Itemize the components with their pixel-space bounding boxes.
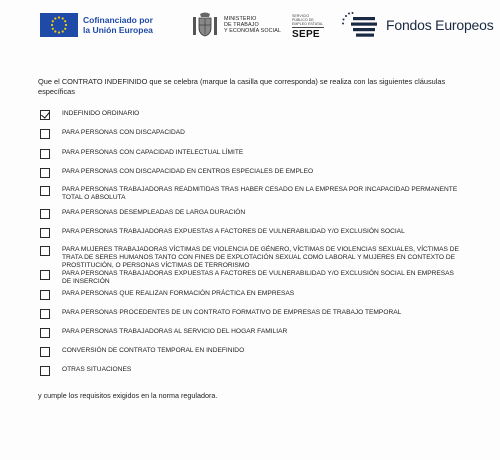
- ministry-line3: Y ECONOMÍA SOCIAL: [224, 28, 282, 35]
- clause-label: PARA PERSONAS TRABAJADORAS AL SERVICIO DEL HOGAR FAMILIAR: [62, 328, 288, 335]
- clause-label: INDEFINIDO ORDINARIO: [62, 110, 140, 117]
- ministry-line2: DE TRABAJO: [224, 21, 259, 28]
- eu-text-line2: la Unión Europea: [83, 25, 153, 35]
- clause-checkbox[interactable]: [40, 228, 50, 238]
- intro-text: Que el CONTRATO INDEFINIDO que se celebra (marque la casilla que corresponda) se realiza con las siguientes cláusulas específicas: [38, 77, 446, 96]
- clause-option: [40, 110, 140, 120]
- clause-label: CONVERSIÓN DE CONTRATO TEMPORAL EN INDEFINIDO: [62, 347, 245, 354]
- footer-text: y cumple los requisitos exigidos en la norma reguladora.: [38, 391, 218, 400]
- clause-checkbox[interactable]: [40, 366, 50, 376]
- clause-label: OTRAS SITUACIONES: [62, 366, 132, 373]
- clause-checkbox[interactable]: [40, 209, 50, 219]
- clause-label: PARA PERSONAS CON CAPACIDAD INTELECTUAL LÍMITE: [62, 149, 244, 156]
- clause-label: PARA PERSONAS DESEMPLEADAS DE LARGA DURACIÓN: [62, 209, 246, 216]
- sepe-subtitle: SERVICIO PÚBLICO DE EMPLEO ESTATAL: [292, 14, 324, 26]
- clause-checkbox[interactable]: [40, 110, 50, 120]
- clause-checkbox[interactable]: [40, 328, 50, 338]
- ministry-line1: MINISTERIO: [224, 15, 257, 22]
- clause-label: PARA PERSONAS PROCEDENTES DE UN CONTRATO FORMATIVO DE EMPRESAS DE TRABAJO TEMPORAL: [62, 309, 402, 316]
- clause-label: PARA PERSONAS CON DISCAPACIDAD EN CENTROS ESPECIALES DE EMPLEO: [62, 168, 314, 175]
- clause-option: [40, 246, 459, 270]
- clause-option: [40, 186, 458, 202]
- clause-checkbox[interactable]: [40, 347, 50, 357]
- fondos-europeos-text: Fondos Europeos: [386, 17, 494, 33]
- clause-checkbox[interactable]: [40, 149, 50, 159]
- clause-checkbox[interactable]: [40, 290, 50, 300]
- clause-checkbox[interactable]: [40, 186, 50, 196]
- clause-option: [40, 347, 245, 357]
- clause-option: [40, 270, 454, 286]
- clause-label: PARA PERSONAS CON DISCAPACIDAD: [62, 129, 185, 136]
- clause-option: [40, 149, 244, 159]
- sepe-wordmark: SEPE: [292, 29, 320, 40]
- clause-option: [40, 209, 246, 219]
- clause-label: PARA PERSONAS TRABAJADORAS READMITIDAS TRAS HABER CESADO EN LA EMPRESA POR INCAPACIDAD PERMANENTE TOTAL O ABSOLUTA: [62, 186, 458, 202]
- clause-option: [40, 366, 132, 376]
- clause-option: [40, 328, 288, 338]
- eu-text-line1: Cofinanciado por: [83, 15, 153, 25]
- clause-checkbox[interactable]: [40, 246, 50, 256]
- clause-label: PARA PERSONAS TRABAJADORAS EXPUESTAS A FACTORES DE VULNERABILIDAD Y/O EXCLUSIÓN SOCIAL: [62, 228, 405, 235]
- clause-checkbox[interactable]: [40, 270, 50, 280]
- clause-option: [40, 129, 185, 139]
- clause-checkbox[interactable]: [40, 129, 50, 139]
- clause-checkbox[interactable]: [40, 309, 50, 319]
- clause-label: PARA PERSONAS TRABAJADORAS EXPUESTAS A FACTORES DE VULNERABILIDAD Y/O EXCLUSIÓN SOCIAL EN EMPRESAS DE INSERCIÓN: [62, 270, 454, 286]
- clause-option: [40, 309, 402, 319]
- clause-option: [40, 168, 314, 178]
- clause-checkbox[interactable]: [40, 168, 50, 178]
- clause-label: PARA PERSONAS QUE REALIZAN FORMACIÓN PRÁCTICA EN EMPRESAS: [62, 290, 295, 297]
- clause-option: [40, 290, 295, 300]
- clause-label: PARA MUJERES TRABAJADORAS VÍCTIMAS DE VIOLENCIA DE GÉNERO, VÍCTIMAS DE VIOLENCIAS SEXUALES, VÍCTIMAS DE TRATA DE SERES HUMANOS TANTO CON FINES DE EXPLOTACIÓN SEXUAL COMO LABORAL Y MUJERES EN CONTEXTO DE PROSTITUCIÓN, O PERSONAS VÍCTIMAS DE TERRORISMO: [62, 246, 459, 270]
- clause-option: [40, 228, 405, 238]
